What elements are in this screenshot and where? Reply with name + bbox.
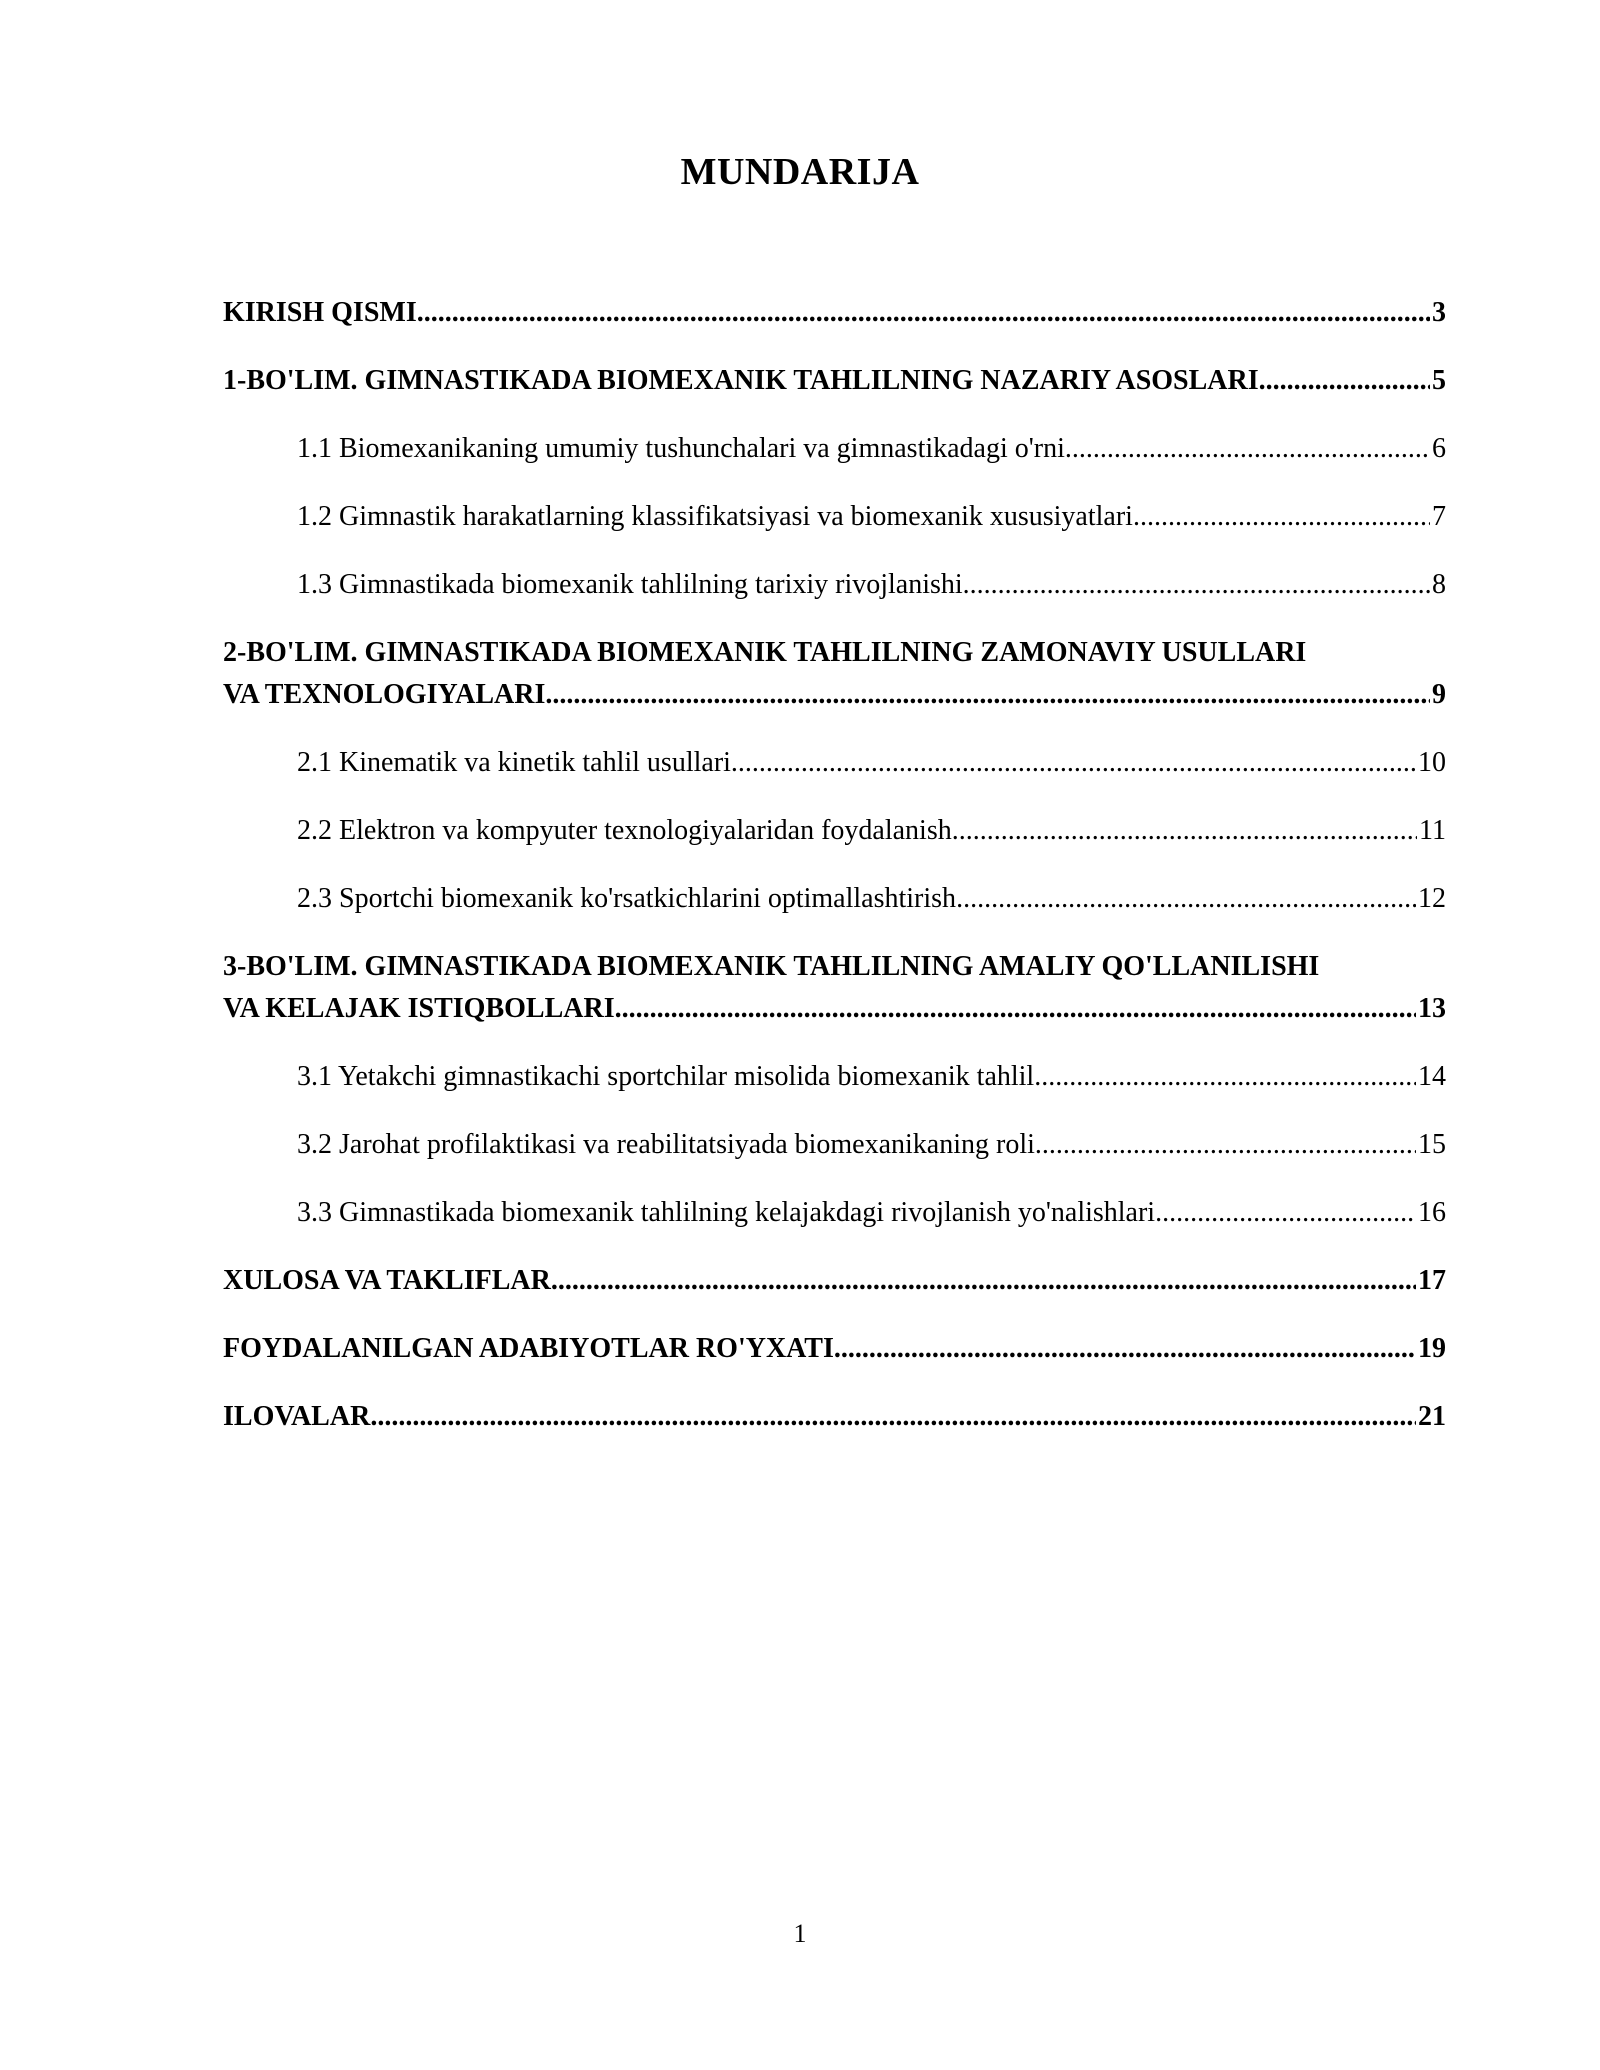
toc-entry-label: 2.1 Kinematik va kinetik tahlil usullari <box>297 747 731 778</box>
toc-page-number: 21 <box>1418 1401 1446 1432</box>
toc-entry-label: 3.3 Gimnastikada biomexanik tahlilning kelajakdagi rivojlanish yo'nalishlari <box>297 1197 1156 1228</box>
toc-entry-label: KIRISH QISMI <box>223 297 417 328</box>
toc-entry-label: 3.2 Jarohat profilaktikasi va reabilitatsiyada biomexanikaning roli <box>297 1129 1035 1160</box>
toc-entry-label: 1.3 Gimnastikada biomexanik tahlilning tarixiy rivojlanishi <box>297 569 963 600</box>
toc-page-number: 16 <box>1418 1197 1446 1228</box>
dot-leader <box>370 1396 1416 1438</box>
toc-entry-label-line-1: 3-BO'LIM. GIMNASTIKADA BIOMEXANIK TAHLILNING AMALIY QO'LLANILISHI <box>223 951 1320 982</box>
dot-leader <box>1035 1124 1416 1166</box>
dot-leader <box>956 878 1416 920</box>
dot-leader <box>731 742 1416 784</box>
toc-page-number: 9 <box>1432 679 1446 710</box>
dot-leader <box>1155 1192 1416 1234</box>
toc-entry-chapter-1[interactable] <box>223 360 1446 402</box>
toc-entry-section-1-1[interactable] <box>223 428 1446 470</box>
toc-page-number: 19 <box>1418 1333 1446 1364</box>
page-number: 1 <box>793 1919 807 1948</box>
toc-entry-kirish[interactable] <box>223 292 1446 334</box>
toc-entry-label: FOYDALANILGAN ADABIYOTLAR RO'YXATI <box>223 1333 834 1364</box>
toc-entry-label-line-2: VA KELAJAK ISTIQBOLLARI <box>223 993 615 1024</box>
page-title: MUNDARIJA <box>680 151 920 193</box>
toc-entry-chapter-3[interactable] <box>223 946 1446 1030</box>
toc-entry-label: 3.1 Yetakchi gimnastikachi sportchilar misolida biomexanik tahlil <box>297 1061 1035 1092</box>
toc-page-number: 10 <box>1418 747 1446 778</box>
toc-page-number: 11 <box>1419 815 1446 846</box>
toc-page-number: 17 <box>1418 1265 1446 1296</box>
toc-entry-label: 1.1 Biomexanikaning umumiy tushunchalari va gimnastikadagi o'rni <box>297 433 1065 464</box>
dot-leader <box>1065 428 1430 470</box>
toc-entry-xulosa[interactable] <box>223 1260 1446 1302</box>
toc-entry-label: 1-BO'LIM. GIMNASTIKADA BIOMEXANIK TAHLILNING NAZARIY ASOSLARI <box>223 365 1259 396</box>
toc-page-number: 13 <box>1418 993 1446 1024</box>
toc-entry-adabiyotlar[interactable] <box>223 1328 1446 1370</box>
toc-entry-section-3-1[interactable] <box>223 1056 1446 1098</box>
toc-entry-section-2-1[interactable] <box>223 742 1446 784</box>
toc-page-number: 7 <box>1432 501 1446 532</box>
dot-leader <box>963 564 1430 606</box>
toc-entry-section-2-3[interactable] <box>223 878 1446 920</box>
toc-entry-chapter-2[interactable] <box>223 632 1446 716</box>
toc-entry-section-2-2[interactable] <box>223 810 1446 852</box>
toc-page-number: 3 <box>1432 297 1446 328</box>
toc-page-number: 5 <box>1432 365 1446 396</box>
dot-leader <box>952 810 1417 852</box>
toc-page-number: 6 <box>1432 433 1446 464</box>
dot-leader <box>834 1328 1416 1370</box>
toc-page-number: 14 <box>1418 1061 1446 1092</box>
toc-page-number: 12 <box>1418 883 1446 914</box>
table-of-contents <box>223 292 1446 1464</box>
toc-entry-label: 2.2 Elektron va kompyuter texnologiyalaridan foydalanish <box>297 815 952 846</box>
toc-entry-section-3-3[interactable] <box>223 1192 1446 1234</box>
toc-entry-label: 1.2 Gimnastik harakatlarning klassifikatsiyasi va biomexanik xususiyatlari <box>297 501 1133 532</box>
toc-entry-section-1-2[interactable] <box>223 496 1446 538</box>
toc-entry-label: 2.3 Sportchi biomexanik ko'rsatkichlarini optimallashtirish <box>297 883 957 914</box>
dot-leader <box>551 1260 1416 1302</box>
toc-page-number: 8 <box>1432 569 1446 600</box>
dot-leader <box>615 988 1416 1030</box>
dot-leader <box>417 292 1430 334</box>
dot-leader <box>1034 1056 1416 1098</box>
dot-leader <box>545 674 1430 716</box>
toc-entry-label: ILOVALAR <box>223 1401 371 1432</box>
dot-leader <box>1133 496 1430 538</box>
toc-entry-ilovalar[interactable] <box>223 1396 1446 1438</box>
toc-entry-label-line-2: VA TEXNOLOGIYALARI <box>223 679 546 710</box>
dot-leader <box>1259 360 1430 402</box>
toc-entry-section-3-2[interactable] <box>223 1124 1446 1166</box>
toc-entry-label: XULOSA VA TAKLIFLAR <box>223 1265 551 1296</box>
toc-entry-section-1-3[interactable] <box>223 564 1446 606</box>
toc-page-number: 15 <box>1418 1129 1446 1160</box>
toc-entry-label-line-1: 2-BO'LIM. GIMNASTIKADA BIOMEXANIK TAHLILNING ZAMONAVIY USULLARI <box>223 637 1307 668</box>
